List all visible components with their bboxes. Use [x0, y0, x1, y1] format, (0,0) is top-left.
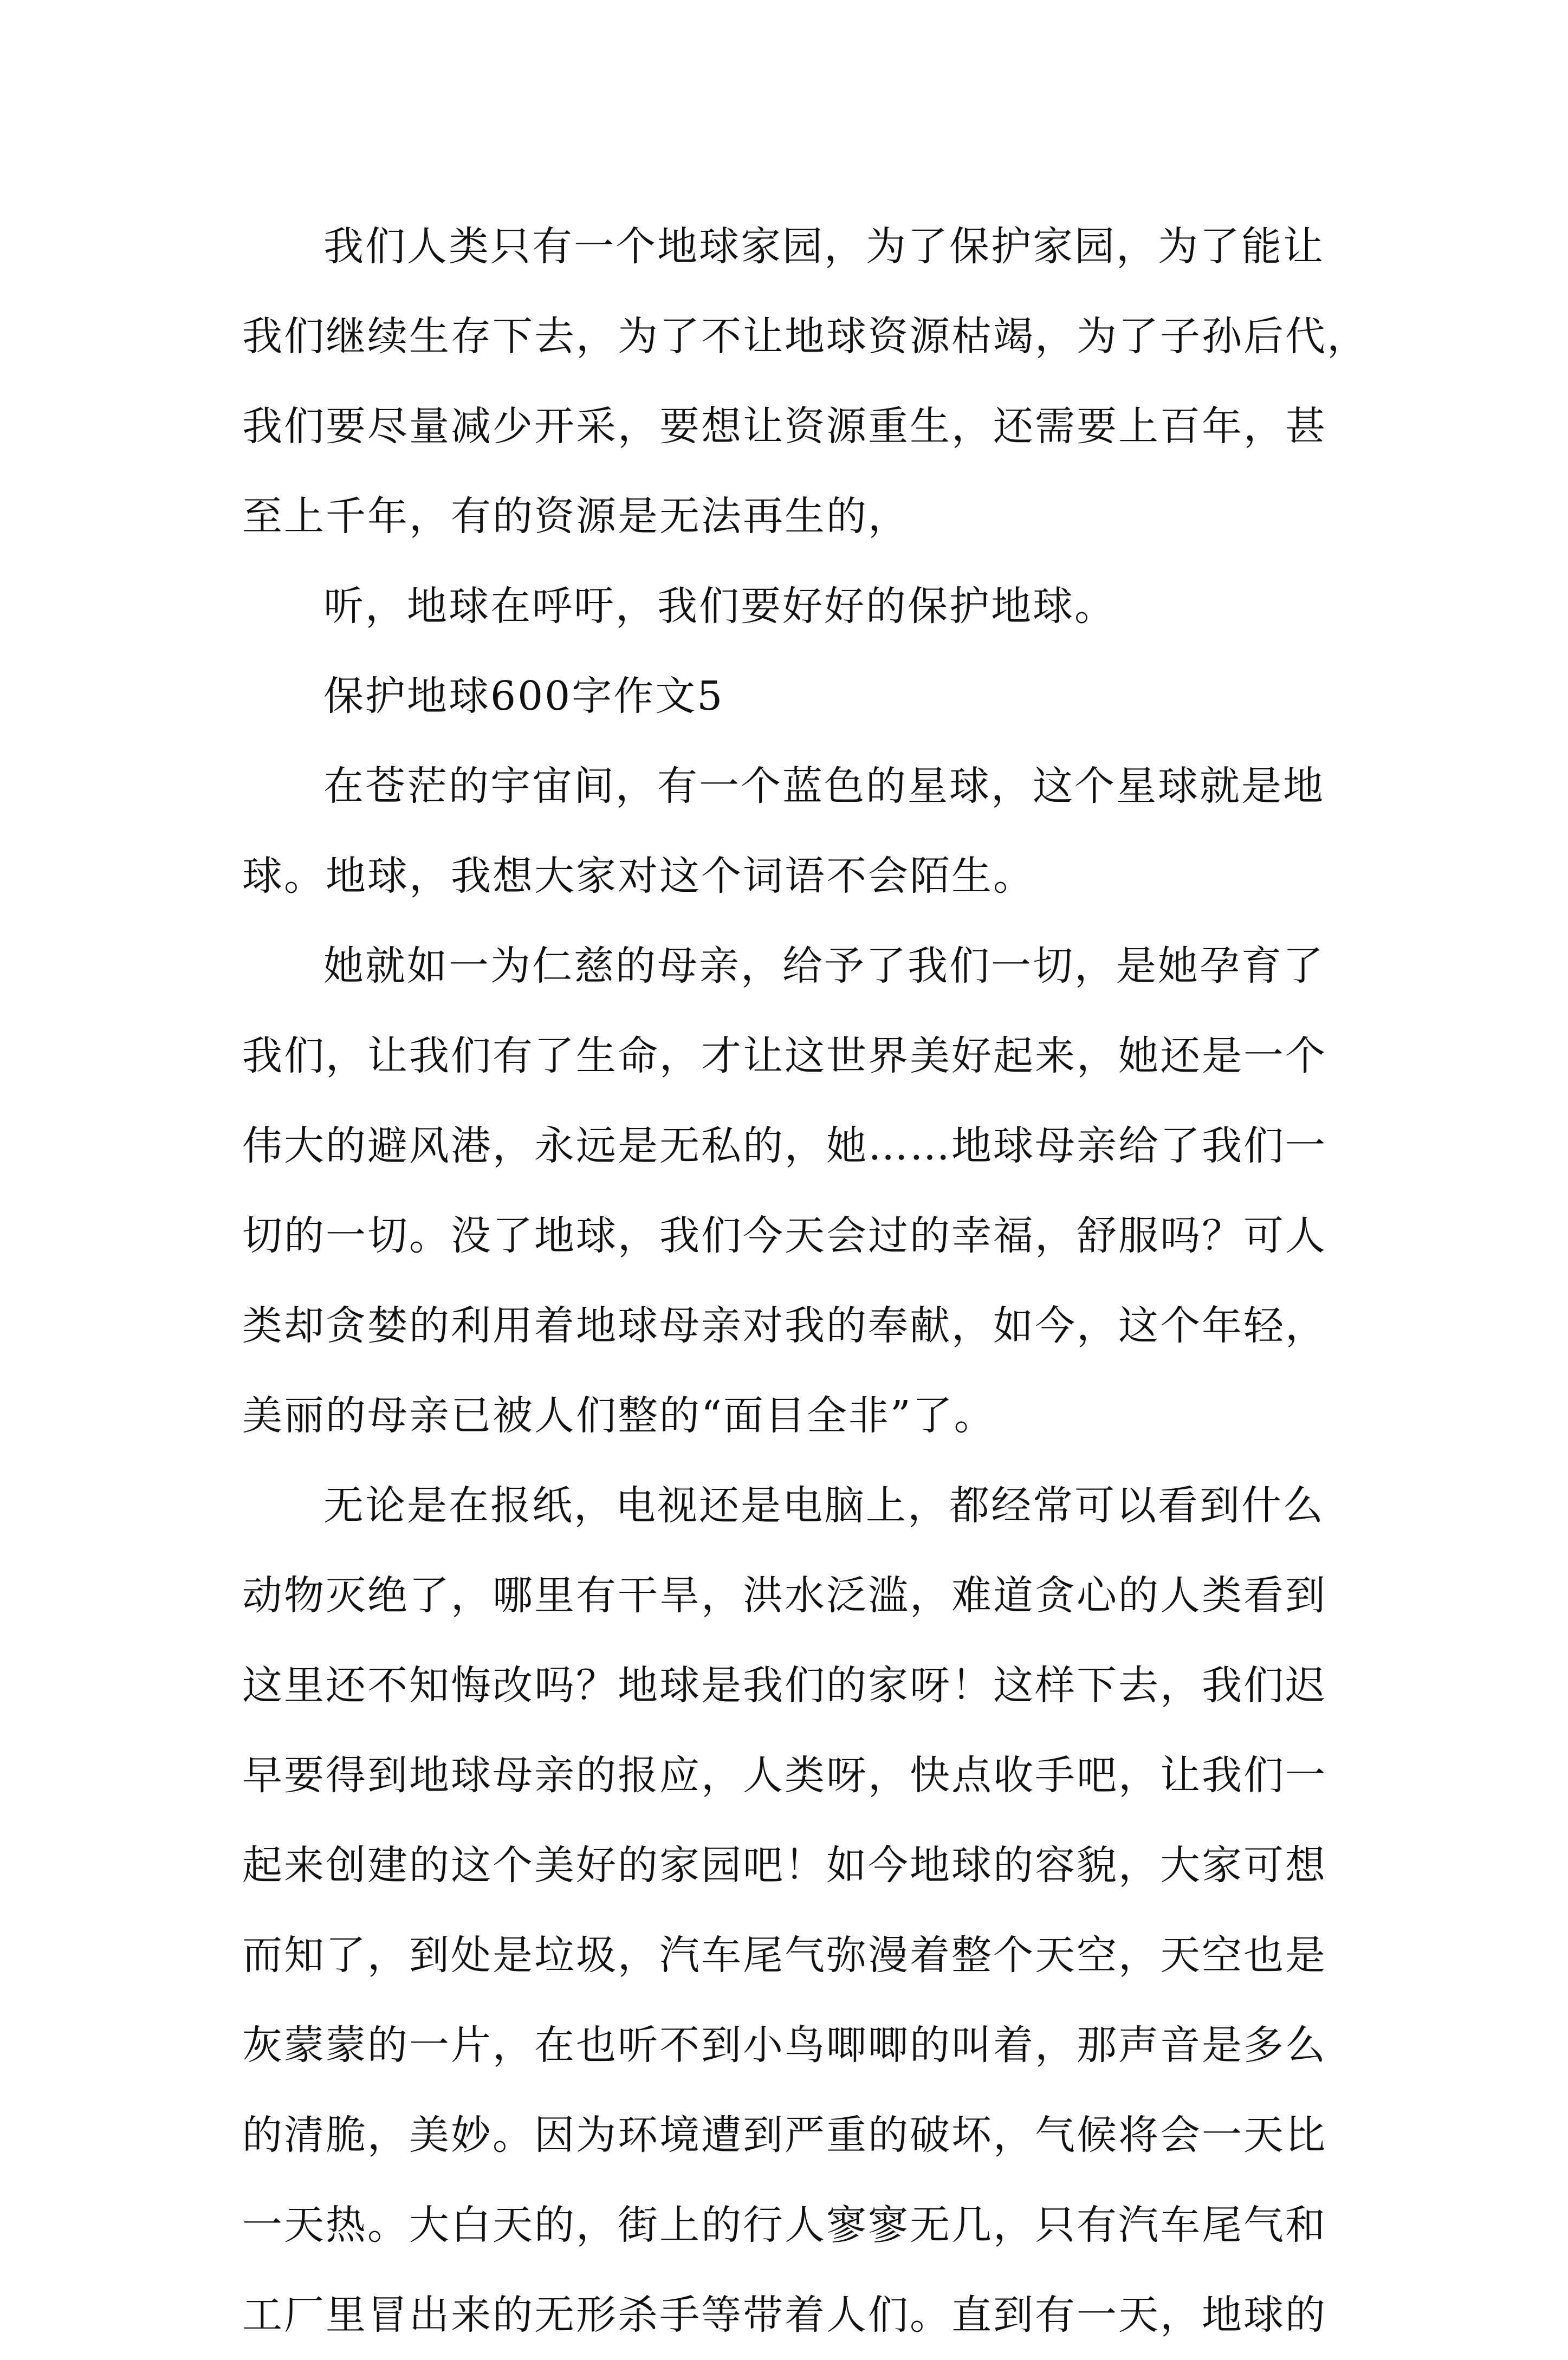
paragraph [242, 561, 1326, 651]
text-line: 我们人类只有一个地球家园，为了保护家园，为了能让 [323, 223, 1325, 270]
text-line: 动物灭绝了，哪里有干旱，洪水泛滥，难道贪心的人类看到 [242, 1572, 1327, 1619]
text-line: 伟大的避风港，永远是无私的，她……地球母亲给了我们一 [242, 1123, 1327, 1169]
text-line: 工厂里冒出来的无形杀手等带着人们。直到有一天，地球的 [242, 2292, 1327, 2338]
text-line: 我们，让我们有了生命，才让这世界美好起来，她还是一个 [242, 1033, 1327, 1079]
paragraph [242, 921, 1326, 1461]
text-line: 起来创建的这个美好的家园吧！如今地球的容貌，大家可想 [242, 1842, 1327, 1889]
paragraph [242, 1461, 1326, 2360]
text-line: 我们继续生存下去，为了不让地球资源枯竭，为了子孙后代， [242, 313, 1369, 360]
text-line: 无论是在报纸，电视还是电脑上，都经常可以看到什么 [323, 1482, 1325, 1529]
text-line: 我们要尽量减少开采，要想让资源重生，还需要上百年，甚 [242, 403, 1327, 450]
text-line: 而知了，到处是垃圾，汽车尾气弥漫着整个天空，天空也是 [242, 1932, 1327, 1979]
text-line: 切的一切。没了地球，我们今天会过的幸福，舒服吗？可人 [242, 1213, 1327, 1259]
text-line: 这里还不知悔改吗？地球是我们的家呀！这样下去，我们迟 [242, 1662, 1327, 1709]
text-line: 一天热。大白天的，街上的行人寥寥无几，只有汽车尾气和 [242, 2202, 1327, 2248]
paragraph [242, 202, 1369, 561]
text-line: 至上千年，有的资源是无法再生的， [242, 493, 910, 540]
text-line: 她就如一为仁慈的母亲，给予了我们一切，是她孕育了 [323, 943, 1325, 989]
text-line: 类却贪婪的利用着地球母亲对我的奉献，如今，这个年轻， [242, 1302, 1327, 1349]
document-body [242, 202, 1369, 2360]
text-line: 在苍茫的宇宙间，有一个蓝色的星球，这个星球就是地 [323, 763, 1325, 809]
text-line: 美丽的母亲已被人们整的“面目全非”了。 [242, 1392, 996, 1439]
paragraph [242, 741, 1326, 921]
text-line: 早要得到地球母亲的报应，人类呀，快点收手吧，让我们一 [242, 1752, 1327, 1799]
text-line: 灰蒙蒙的一片，在也听不到小鸟唧唧的叫着，那声音是多么 [242, 2022, 1327, 2069]
section-heading: 保护地球600字作文5 [323, 673, 724, 719]
text-line: 球。地球，我想大家对这个词语不会陌生。 [242, 853, 1035, 899]
text-line: 的清脆，美妙。因为环境遭到严重的破坏，气候将会一天比 [242, 2112, 1327, 2158]
text-line: 听，地球在呼吁，我们要好好的保护地球。 [323, 583, 1116, 630]
